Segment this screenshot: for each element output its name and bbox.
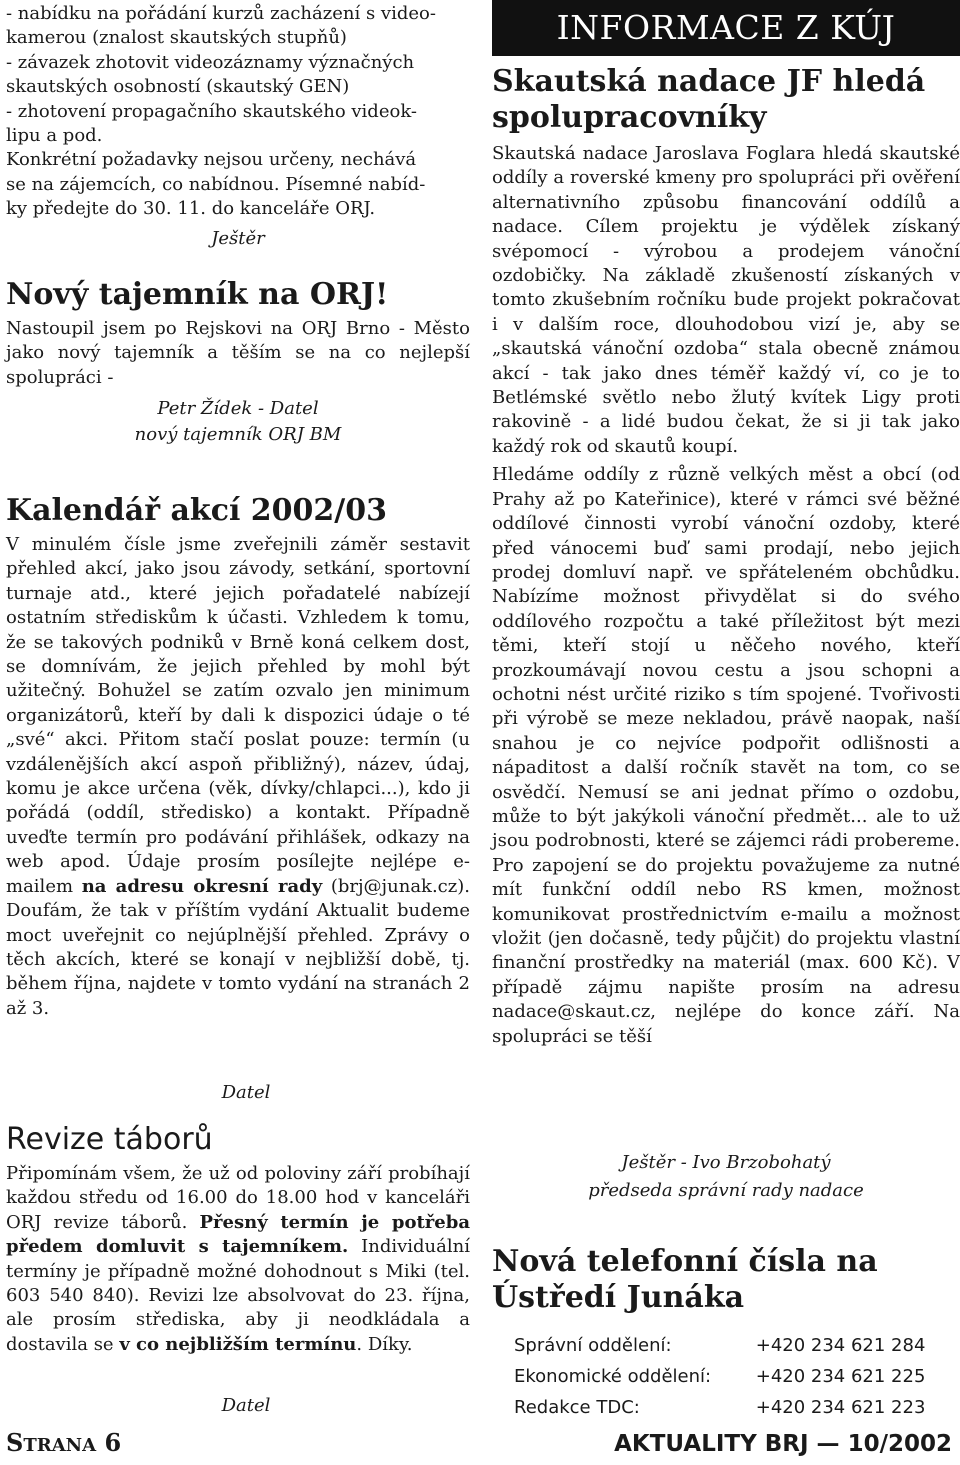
new-secretary-section: [6, 277, 470, 448]
phone-number: +420 234 621 284: [755, 1335, 926, 1356]
right-column: [492, 0, 960, 1418]
intro-line: se na zájemcích, co nabídnou. Písemné nabíd-: [6, 173, 426, 195]
phones-table: [492, 1330, 960, 1423]
phone-label: Správní oddělení:: [514, 1335, 672, 1356]
phone-label: Redakce TDC:: [514, 1397, 640, 1418]
foundation-heading: Skautská nadace JF hledá spolupracovníky: [492, 64, 926, 135]
camps-body-bold-1: Přesný termín je potřeba předem domluvit s tajemníkem.: [6, 1211, 470, 1258]
camps-section: [6, 1122, 470, 1357]
intro-line: - zhotovení propagačního skautského videok-: [6, 100, 417, 122]
intro-line: kamerou (znalost skautských stupňů): [6, 27, 347, 49]
intro-line: - nabídku na pořádání kurzů zacházení s video-: [6, 3, 436, 24]
calendar-heading: Kalendář akcí 2002/03: [6, 493, 388, 528]
camps-body-b: Individuální termíny je případně možné dohodnout s Miki (tel. 603 540 840). Revizi lze absolvovat do 23. října, ale prosím střediska, aby ji neodkládala a dostavila se: [6, 1236, 470, 1355]
camps-body-a: Připomínám všem, že už od poloviny září probíhají každou středu od 16.00 do 18.00 hod v kanceláři ORJ revize táborů.: [6, 1163, 470, 1233]
kuj-banner: INFORMACE Z KÚJ: [492, 0, 960, 56]
calendar-body-b: (brj@junak.cz). Doufám, že tak v příštím vydání Aktualit budeme moct uveřejnit co nejúplnější přehled. Zprávy o těch akcích, které se konají v nejbližší době, tj. během října, najdete v tomto vydání na stranách 2 až 3.: [6, 875, 470, 1019]
intro-line: ky předejte do 30. 11. do kanceláře ORJ.: [6, 198, 376, 220]
new-secretary-heading: Nový tajemník na ORJ!: [6, 277, 389, 312]
phone-number: +420 234 621 225: [755, 1366, 926, 1387]
phones-section: [492, 1244, 960, 1423]
camps-heading: Revize táborů: [6, 1122, 213, 1157]
page-number: 6: [104, 1428, 122, 1457]
intro-line: lipu a pod.: [6, 125, 103, 147]
phone-number: +420 234 621 223: [755, 1397, 926, 1418]
new-secretary-signature: Petr Žídek - Datel: [157, 398, 319, 420]
phone-row: [492, 1330, 960, 1361]
camps-signature: Datel: [221, 1395, 271, 1416]
foundation-paragraph-2: Hledáme oddíly z různě velkých měst a obcí (od Prahy až po Kateřinice), které v rámci své běžné oddílové činnosti vyrobí vánoční ozdoby, které před vánocemi buď sami prodají, nebo jejich prodej domluví např. ve spřáteleném obchůdku. Nabízíme možnost přivydělat si do svého oddílového rozpočtu a také příležitost být mezi těmi, kteří stojí u něčeho nového, kteří prozkoumávají novou cestu a jsou schopni a ochotni nést určité riziko s tím spojené. Tvořivosti při výrobě se meze nekladou, právě naopak, naší snahou je co nejvíce podpořit odlišnosti a nápaditost a další ročník stavět na tom, co se osvědčí. Nemusí se ani jednat přímo o ozdobu, může to být jakýkoli vánoční předmět... ale to už jsou podrobnosti, které se zájemci rádi probereme. Pro zapojení se do projektu považujeme za nutné mít funkční oddíl nebo RS kmen, možnost komunikovat prostřednictvím e-mailu a možnost vložit (jen dočasně, tedy půjčit) do projektu vlastní finanční prostředky na materiál (max. 600 Kč). V případě zájmu napište prosím na adresu nadace@skaut.cz, nejlépe do konce září. Na spolupráci se těší: [492, 464, 960, 1047]
new-secretary-role: nový tajemník ORJ BM: [134, 424, 342, 446]
calendar-section: [6, 493, 470, 1021]
foundation-section: [492, 64, 960, 1049]
intro-signature: Ještěr: [211, 227, 265, 249]
page-word-rest: TRANA: [23, 1435, 97, 1456]
foundation-paragraph-1: Skautská nadace Jaroslava Foglara hledá skautské oddíly a roverské kmeny pro spolupráci při ověření alternativního způsobu financování oddílů a nadace. Cílem projektu je výdělek získaný svépomocí - výrobou a prodejem vánoční ozdobičky. Na základě zkušeností získaných v tomto zkušebním ročníku bude projekt pokračovat i v dalším roce, dlouhodobou vizí je, aby se „skautská vánoční ozdoba“ stala obecně známou akcí - tak jako dnes téměř každý ví, co je to Betlémské světlo nebo žlutý kvítek Ligy proti rakovině - a lidé budou čekat, že si ji tak jako každý rok od skautů koupí.: [492, 143, 960, 457]
phone-row: [492, 1392, 960, 1423]
phone-label: Ekonomické oddělení:: [514, 1366, 712, 1387]
page-word-initial: S: [6, 1428, 24, 1457]
camps-body-bold-2: v co nejbližším termínu: [119, 1333, 357, 1355]
phones-heading: Nová telefonní čísla na Ústředí Junáka: [492, 1244, 878, 1315]
calendar-body-bold: na adresu okresní rady: [81, 875, 323, 897]
calendar-body: [6, 533, 470, 1021]
calendar-signature: Datel: [221, 1082, 271, 1103]
page-number-footer: [6, 1428, 121, 1457]
intro-line: Konkrétní požadavky nejsou určeny, nechává: [6, 149, 417, 171]
issue-footer: AKTUALITY BRJ — 10/2002: [614, 1431, 952, 1457]
calendar-body-a: V minulém čísle jsme zveřejnili záměr sestavit přehled akcí, jako jsou závody, setkání, sportovní turnaje atd., které jejich pořadatelé nabízejí ostatním střediskům k účasti. Vzhledem k tomu, že se takových podniků v Brně koná celkem dost, se domnívám, že jejich přehled by mohl být užitečný. Bohužel se zatím ozvalo jen minimum organizátorů, kteří by dali k dispozici údaje o té „své“ akci. Přitom stačí poslat pouze: termín (u vzdálenějších akcí aspoň přibližný), název, údaj, komu je akce určena (věk, dívky/chlapci...), kdo ji pořádá (oddíl, středisko) a kontakt. Případně uveďte termín pro podávání přihlášek, odkazy na web apod. Údaje prosím posílejte nejlépe e-mailem: [6, 534, 470, 897]
camps-body: [6, 1162, 470, 1357]
intro-line: - závazek zhotovit videozáznamy význačných: [6, 51, 415, 73]
intro-paragraph: [6, 2, 470, 252]
phone-row: [492, 1361, 960, 1392]
intro-line: skautských osobností (skautský GEN): [6, 76, 350, 98]
camps-body-c: . Díky.: [356, 1333, 413, 1355]
new-secretary-body: Nastoupil jsem po Rejskovi na ORJ Brno - Město jako nový tajemník a těším se na co nejlepší spolupráci -: [6, 318, 470, 388]
foundation-signature: Ještěr - Ivo Brzobohatý: [621, 1152, 831, 1173]
foundation-signature-role: předseda správní rady nadace: [588, 1180, 864, 1201]
